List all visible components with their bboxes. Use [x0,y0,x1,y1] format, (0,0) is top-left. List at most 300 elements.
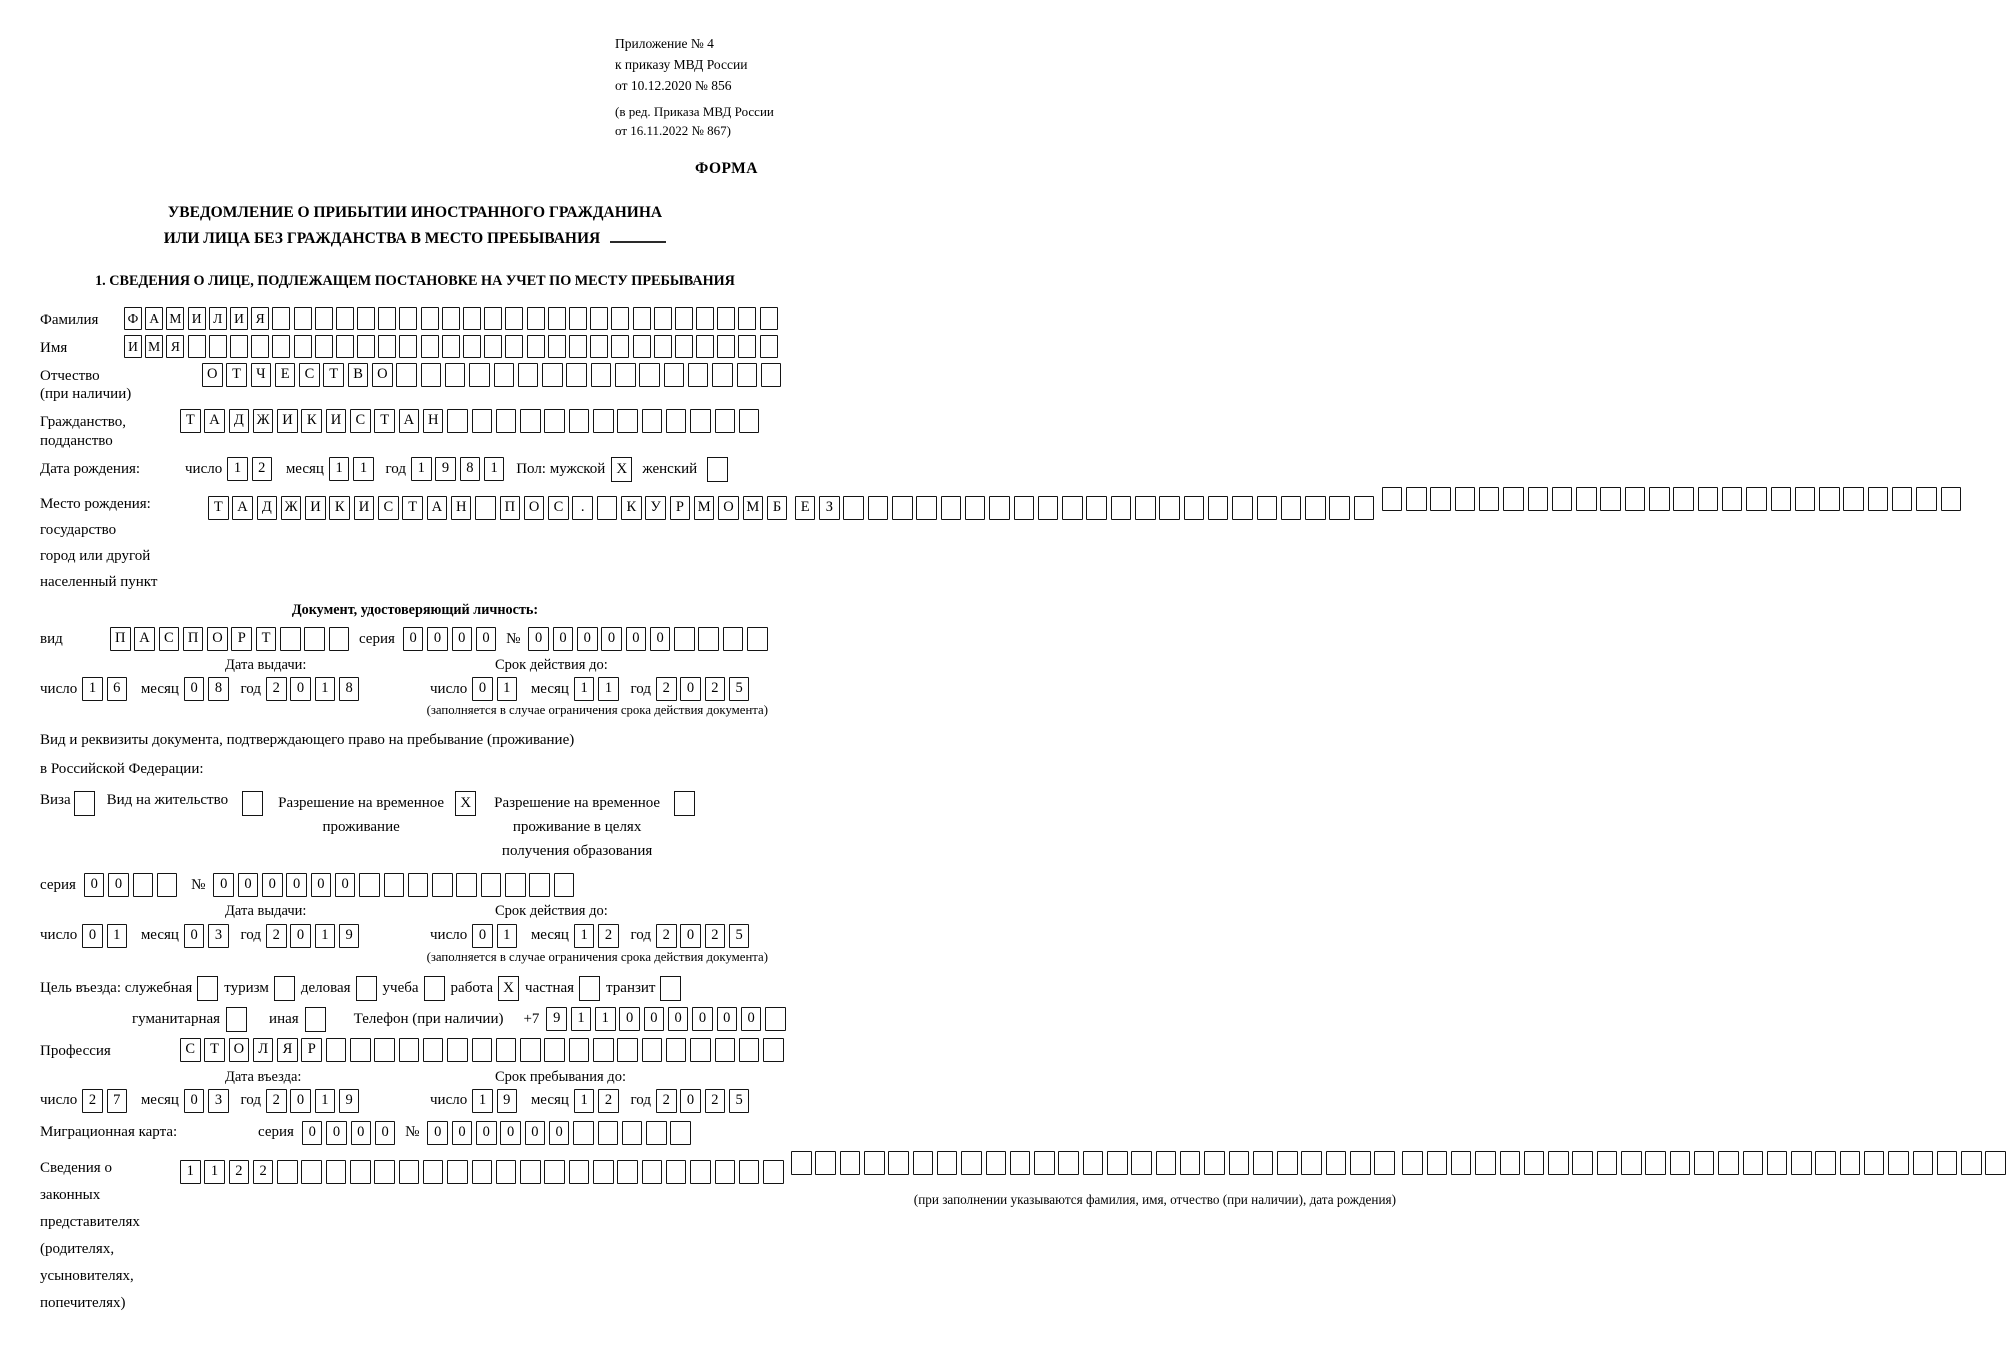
char-cell[interactable] [593,1038,614,1062]
char-cell[interactable]: 9 [497,1089,518,1113]
char-cell[interactable] [1354,496,1375,520]
purpose-transit-checkbox[interactable] [660,976,681,1001]
char-cell[interactable] [1329,496,1350,520]
char-cell[interactable] [569,409,590,433]
char-cell[interactable] [1743,1151,1764,1175]
char-cell[interactable] [1572,1151,1593,1175]
char-cell[interactable] [209,335,227,358]
char-cell[interactable] [301,1160,322,1184]
char-cell[interactable]: 1 [574,924,595,948]
char-cell[interactable] [505,307,523,330]
char-cell[interactable]: П [183,627,204,651]
sex-male-checkbox[interactable]: X [611,457,632,482]
char-cell[interactable] [1576,487,1597,511]
char-cell[interactable] [715,1038,736,1062]
char-cell[interactable] [1451,1151,1472,1175]
char-cell[interactable] [251,335,269,358]
char-cell[interactable] [326,1160,347,1184]
char-cell[interactable] [569,1038,590,1062]
char-cell[interactable]: 9 [435,457,456,481]
char-cell[interactable]: 0 [184,1089,205,1113]
char-cell[interactable]: 0 [84,873,105,897]
purpose-study-checkbox[interactable] [424,976,445,1001]
char-cell[interactable] [1455,487,1476,511]
char-cell[interactable]: 0 [452,627,473,651]
char-cell[interactable] [1326,1151,1347,1175]
visa-checkbox[interactable] [74,791,95,816]
char-cell[interactable]: Ж [281,496,302,520]
char-cell[interactable]: 0 [335,873,356,897]
char-cell[interactable] [548,335,566,358]
char-cell[interactable] [633,335,651,358]
char-cell[interactable] [350,1160,371,1184]
char-cell[interactable] [1937,1151,1958,1175]
char-cell[interactable] [505,335,523,358]
char-cell[interactable] [472,409,493,433]
char-cell[interactable]: 6 [107,677,128,701]
char-cell[interactable] [569,307,587,330]
char-cell[interactable] [484,335,502,358]
char-cell[interactable]: О [372,363,393,387]
char-cell[interactable] [739,1038,760,1062]
char-cell[interactable] [396,363,417,387]
char-cell[interactable]: Н [451,496,472,520]
char-cell[interactable] [593,409,614,433]
char-cell[interactable]: 0 [644,1007,665,1031]
char-cell[interactable]: 2 [229,1160,250,1184]
char-cell[interactable] [447,409,468,433]
char-cell[interactable] [1402,1151,1423,1175]
char-cell[interactable] [1010,1151,1031,1175]
char-cell[interactable] [1791,1151,1812,1175]
char-cell[interactable] [496,1160,517,1184]
char-cell[interactable] [591,363,612,387]
char-cell[interactable] [617,409,638,433]
char-cell[interactable] [989,496,1010,520]
char-cell[interactable] [421,335,439,358]
char-cell[interactable] [1382,487,1403,511]
purpose-tourism-checkbox[interactable] [274,976,295,1001]
char-cell[interactable]: С [159,627,180,651]
char-cell[interactable] [527,335,545,358]
char-cell[interactable]: Д [229,409,250,433]
char-cell[interactable] [666,409,687,433]
char-cell[interactable]: Т [256,627,277,651]
char-cell[interactable] [1694,1151,1715,1175]
char-cell[interactable] [737,363,758,387]
char-cell[interactable]: 1 [411,457,432,481]
char-cell[interactable]: 1 [329,457,350,481]
char-cell[interactable] [717,335,735,358]
char-cell[interactable]: 0 [238,873,259,897]
char-cell[interactable] [1500,1151,1521,1175]
char-cell[interactable] [421,363,442,387]
char-cell[interactable]: 0 [351,1121,372,1145]
char-cell[interactable] [615,363,636,387]
char-cell[interactable]: С [548,496,569,520]
char-cell[interactable]: Т [208,496,229,520]
char-cell[interactable] [378,335,396,358]
char-cell[interactable]: 0 [549,1121,570,1145]
char-cell[interactable] [442,307,460,330]
char-cell[interactable] [1621,1151,1642,1175]
char-cell[interactable] [1180,1151,1201,1175]
char-cell[interactable] [723,627,744,651]
char-cell[interactable]: 2 [253,1160,274,1184]
char-cell[interactable] [664,363,685,387]
char-cell[interactable] [646,1121,667,1145]
char-cell[interactable]: 5 [729,1089,750,1113]
char-cell[interactable]: А [134,627,155,651]
char-cell[interactable]: 1 [497,677,518,701]
char-cell[interactable] [1301,1151,1322,1175]
char-cell[interactable] [715,409,736,433]
char-cell[interactable] [1281,496,1302,520]
char-cell[interactable] [496,409,517,433]
char-cell[interactable] [1600,487,1621,511]
char-cell[interactable] [505,873,526,897]
char-cell[interactable] [1257,496,1278,520]
char-cell[interactable] [941,496,962,520]
char-cell[interactable] [569,1160,590,1184]
char-cell[interactable] [399,307,417,330]
char-cell[interactable]: 0 [692,1007,713,1031]
char-cell[interactable]: О [207,627,228,651]
char-cell[interactable] [1156,1151,1177,1175]
char-cell[interactable] [423,1160,444,1184]
char-cell[interactable]: 8 [460,457,481,481]
char-cell[interactable] [1111,496,1132,520]
char-cell[interactable]: О [718,496,739,520]
char-cell[interactable]: Р [231,627,252,651]
char-cell[interactable]: Л [209,307,227,330]
char-cell[interactable] [1135,496,1156,520]
char-cell[interactable] [593,1160,614,1184]
char-cell[interactable]: 2 [598,924,619,948]
char-cell[interactable]: А [399,409,420,433]
char-cell[interactable]: З [819,496,840,520]
char-cell[interactable] [597,496,618,520]
char-cell[interactable] [888,1151,909,1175]
char-cell[interactable] [544,409,565,433]
char-cell[interactable] [518,363,539,387]
char-cell[interactable]: 1 [315,1089,336,1113]
char-cell[interactable]: 0 [553,627,574,651]
char-cell[interactable]: 0 [375,1121,396,1145]
char-cell[interactable] [423,1038,444,1062]
char-cell[interactable]: 0 [184,677,205,701]
char-cell[interactable] [230,335,248,358]
char-cell[interactable] [1083,1151,1104,1175]
char-cell[interactable]: 0 [741,1007,762,1031]
char-cell[interactable] [965,496,986,520]
char-cell[interactable]: Т [374,409,395,433]
char-cell[interactable] [329,627,350,651]
char-cell[interactable] [760,307,778,330]
char-cell[interactable] [475,496,496,520]
char-cell[interactable] [611,307,629,330]
char-cell[interactable] [666,1160,687,1184]
char-cell[interactable]: 0 [290,924,311,948]
char-cell[interactable] [315,335,333,358]
char-cell[interactable] [484,307,502,330]
char-cell[interactable]: 1 [353,457,374,481]
char-cell[interactable] [133,873,154,897]
char-cell[interactable] [304,627,325,651]
char-cell[interactable] [1277,1151,1298,1175]
char-cell[interactable]: 3 [208,924,229,948]
char-cell[interactable]: Т [204,1038,225,1062]
char-cell[interactable] [350,1038,371,1062]
char-cell[interactable] [544,1160,565,1184]
char-cell[interactable] [1524,1151,1545,1175]
char-cell[interactable]: 0 [577,627,598,651]
char-cell[interactable] [277,1160,298,1184]
char-cell[interactable] [399,1160,420,1184]
purpose-work-checkbox[interactable]: X [498,976,519,1001]
char-cell[interactable] [739,1160,760,1184]
char-cell[interactable]: И [124,335,142,358]
char-cell[interactable] [864,1151,885,1175]
char-cell[interactable] [666,1038,687,1062]
char-cell[interactable]: П [110,627,131,651]
char-cell[interactable] [1062,496,1083,520]
char-cell[interactable] [442,335,460,358]
char-cell[interactable] [481,873,502,897]
char-cell[interactable] [617,1160,638,1184]
char-cell[interactable] [472,1038,493,1062]
char-cell[interactable] [747,627,768,651]
char-cell[interactable] [548,307,566,330]
char-cell[interactable]: 1 [472,1089,493,1113]
char-cell[interactable]: 2 [266,1089,287,1113]
char-cell[interactable] [336,307,354,330]
char-cell[interactable]: 0 [427,627,448,651]
char-cell[interactable]: О [202,363,223,387]
char-cell[interactable] [690,1038,711,1062]
char-cell[interactable] [294,335,312,358]
char-cell[interactable] [622,1121,643,1145]
char-cell[interactable]: 0 [403,627,424,651]
char-cell[interactable]: Б [767,496,788,520]
char-cell[interactable]: 2 [656,677,677,701]
char-cell[interactable] [642,1038,663,1062]
char-cell[interactable]: М [145,335,163,358]
char-cell[interactable] [1597,1151,1618,1175]
char-cell[interactable]: Н [423,409,444,433]
char-cell[interactable]: 9 [339,1089,360,1113]
char-cell[interactable]: 0 [472,924,493,948]
char-cell[interactable]: У [645,496,666,520]
char-cell[interactable] [1406,487,1427,511]
char-cell[interactable] [712,363,733,387]
char-cell[interactable]: 0 [82,924,103,948]
char-cell[interactable]: 0 [717,1007,738,1031]
char-cell[interactable]: Ф [124,307,142,330]
char-cell[interactable]: 0 [326,1121,347,1145]
sex-female-checkbox[interactable] [707,457,728,482]
char-cell[interactable]: 0 [213,873,234,897]
char-cell[interactable] [698,627,719,651]
char-cell[interactable] [1107,1151,1128,1175]
char-cell[interactable] [544,1038,565,1062]
char-cell[interactable] [1625,487,1646,511]
char-cell[interactable] [1941,487,1962,511]
char-cell[interactable]: 1 [595,1007,616,1031]
char-cell[interactable]: Т [180,409,201,433]
char-cell[interactable]: 1 [571,1007,592,1031]
char-cell[interactable]: 2 [598,1089,619,1113]
char-cell[interactable] [357,335,375,358]
char-cell[interactable]: 0 [286,873,307,897]
char-cell[interactable] [1253,1151,1274,1175]
char-cell[interactable] [617,1038,638,1062]
char-cell[interactable]: И [277,409,298,433]
char-cell[interactable] [463,335,481,358]
char-cell[interactable] [1528,487,1549,511]
char-cell[interactable]: 1 [315,677,336,701]
char-cell[interactable]: 2 [252,457,273,481]
char-cell[interactable] [1961,1151,1982,1175]
char-cell[interactable] [566,363,587,387]
char-cell[interactable] [1229,1151,1250,1175]
char-cell[interactable]: 1 [107,924,128,948]
char-cell[interactable] [1503,487,1524,511]
char-cell[interactable]: 0 [472,677,493,701]
char-cell[interactable]: 1 [82,677,103,701]
char-cell[interactable] [688,363,709,387]
char-cell[interactable]: С [378,496,399,520]
char-cell[interactable] [1722,487,1743,511]
char-cell[interactable]: А [204,409,225,433]
purpose-official-checkbox[interactable] [197,976,218,1001]
char-cell[interactable] [916,496,937,520]
char-cell[interactable] [690,1160,711,1184]
char-cell[interactable]: 0 [500,1121,521,1145]
char-cell[interactable]: А [145,307,163,330]
char-cell[interactable]: 9 [339,924,360,948]
char-cell[interactable]: М [694,496,715,520]
char-cell[interactable] [1086,496,1107,520]
char-cell[interactable] [913,1151,934,1175]
char-cell[interactable]: 0 [311,873,332,897]
char-cell[interactable] [892,496,913,520]
char-cell[interactable] [445,363,466,387]
char-cell[interactable] [760,335,778,358]
char-cell[interactable] [1892,487,1913,511]
char-cell[interactable]: Я [277,1038,298,1062]
char-cell[interactable]: С [350,409,371,433]
char-cell[interactable] [384,873,405,897]
char-cell[interactable]: 0 [108,873,129,897]
char-cell[interactable]: И [305,496,326,520]
char-cell[interactable]: К [301,409,322,433]
char-cell[interactable]: Р [670,496,691,520]
char-cell[interactable] [840,1151,861,1175]
char-cell[interactable] [675,335,693,358]
char-cell[interactable] [763,1160,784,1184]
char-cell[interactable] [791,1151,812,1175]
char-cell[interactable] [1038,496,1059,520]
char-cell[interactable] [675,307,693,330]
char-cell[interactable] [654,307,672,330]
char-cell[interactable]: С [180,1038,201,1062]
char-cell[interactable] [986,1151,1007,1175]
char-cell[interactable] [738,307,756,330]
char-cell[interactable] [765,1007,786,1031]
char-cell[interactable]: 0 [668,1007,689,1031]
char-cell[interactable]: 0 [680,924,701,948]
char-cell[interactable] [696,307,714,330]
char-cell[interactable]: 2 [266,924,287,948]
char-cell[interactable] [717,307,735,330]
char-cell[interactable]: 2 [705,677,726,701]
char-cell[interactable]: 0 [302,1121,323,1145]
char-cell[interactable]: 5 [729,677,750,701]
char-cell[interactable] [573,1121,594,1145]
char-cell[interactable]: 0 [650,627,671,651]
char-cell[interactable] [715,1160,736,1184]
char-cell[interactable] [1350,1151,1371,1175]
char-cell[interactable] [590,335,608,358]
char-cell[interactable] [1767,1151,1788,1175]
char-cell[interactable] [674,627,695,651]
char-cell[interactable] [494,363,515,387]
char-cell[interactable]: П [500,496,521,520]
char-cell[interactable]: 1 [598,677,619,701]
char-cell[interactable]: 2 [656,1089,677,1113]
char-cell[interactable]: О [229,1038,250,1062]
char-cell[interactable]: О [524,496,545,520]
char-cell[interactable] [421,307,439,330]
char-cell[interactable] [1819,487,1840,511]
char-cell[interactable]: 1 [497,924,518,948]
char-cell[interactable]: 0 [290,677,311,701]
char-cell[interactable] [1698,487,1719,511]
char-cell[interactable] [520,1038,541,1062]
char-cell[interactable] [1184,496,1205,520]
char-cell[interactable] [1430,487,1451,511]
char-cell[interactable] [1771,487,1792,511]
char-cell[interactable] [1718,1151,1739,1175]
char-cell[interactable] [1552,487,1573,511]
char-cell[interactable]: Т [402,496,423,520]
char-cell[interactable] [447,1160,468,1184]
char-cell[interactable] [1746,487,1767,511]
char-cell[interactable] [496,1038,517,1062]
char-cell[interactable]: 3 [208,1089,229,1113]
char-cell[interactable] [359,873,380,897]
char-cell[interactable] [1916,487,1937,511]
char-cell[interactable] [1475,1151,1496,1175]
char-cell[interactable]: А [427,496,448,520]
char-cell[interactable] [1427,1151,1448,1175]
char-cell[interactable]: 0 [476,627,497,651]
char-cell[interactable]: Т [323,363,344,387]
char-cell[interactable]: Ж [253,409,274,433]
char-cell[interactable] [868,496,889,520]
char-cell[interactable] [598,1121,619,1145]
char-cell[interactable]: М [166,307,184,330]
char-cell[interactable]: 0 [452,1121,473,1145]
char-cell[interactable]: 1 [204,1160,225,1184]
char-cell[interactable]: 0 [528,627,549,651]
char-cell[interactable] [1014,496,1035,520]
char-cell[interactable] [1058,1151,1079,1175]
char-cell[interactable]: 0 [680,677,701,701]
purpose-business-checkbox[interactable] [356,976,377,1001]
char-cell[interactable] [639,363,660,387]
